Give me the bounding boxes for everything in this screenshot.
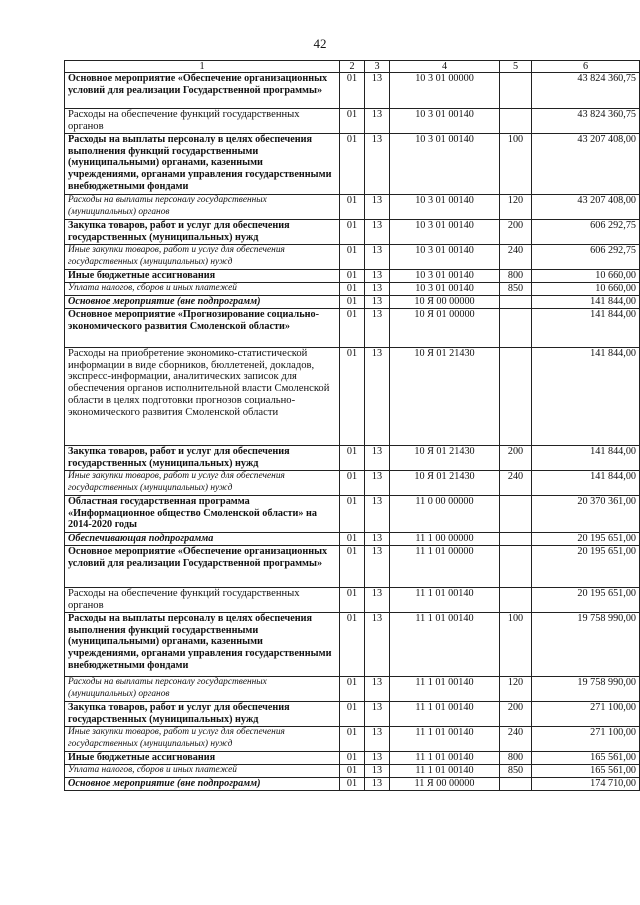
section-code-cell: 01 xyxy=(340,245,365,270)
row-name-cell: Расходы на выплаты персоналу в целях обеспечения выполнения функций государственными (муниципальными) органами, казенными учреждениями, органами управления государственными внебюджетными фондами xyxy=(65,134,340,195)
row-name-cell: Уплата налогов, сборов и иных платежей xyxy=(65,765,340,778)
table-row xyxy=(65,613,640,677)
header-cell: 5 xyxy=(500,61,532,73)
budget-table xyxy=(64,60,640,791)
amount-cell: 10 660,00 xyxy=(532,270,640,283)
section-code-cell: 01 xyxy=(340,588,365,613)
header-cell: 3 xyxy=(365,61,390,73)
target-article-cell: 11 Я 00 00000 xyxy=(390,778,500,791)
subsection-code-cell: 13 xyxy=(365,765,390,778)
table-row xyxy=(65,73,640,109)
section-code-cell: 01 xyxy=(340,283,365,296)
section-code-cell: 01 xyxy=(340,134,365,195)
amount-cell: 141 844,00 xyxy=(532,446,640,471)
expense-type-cell xyxy=(500,533,532,546)
section-code-cell: 01 xyxy=(340,677,365,702)
section-code-cell: 01 xyxy=(340,195,365,220)
amount-cell: 43 824 360,75 xyxy=(532,73,640,109)
subsection-code-cell: 13 xyxy=(365,348,390,446)
amount-cell: 141 844,00 xyxy=(532,296,640,309)
target-article-cell: 10 3 01 00140 xyxy=(390,270,500,283)
amount-cell: 141 844,00 xyxy=(532,348,640,446)
table-row xyxy=(65,533,640,546)
row-name-cell: Закупка товаров, работ и услуг для обеспечения государственных (муниципальных) нужд xyxy=(65,220,340,245)
row-name-cell: Расходы на выплаты персоналу государственных (муниципальных) органов xyxy=(65,677,340,702)
amount-cell: 20 195 651,00 xyxy=(532,546,640,588)
expense-type-cell: 800 xyxy=(500,752,532,765)
amount-cell: 10 660,00 xyxy=(532,283,640,296)
subsection-code-cell: 13 xyxy=(365,613,390,677)
table-row xyxy=(65,195,640,220)
table-row xyxy=(65,348,640,446)
row-name-cell: Расходы на выплаты персоналу государственных (муниципальных) органов xyxy=(65,195,340,220)
amount-cell: 19 758 990,00 xyxy=(532,677,640,702)
section-code-cell: 01 xyxy=(340,702,365,727)
target-article-cell: 11 1 01 00140 xyxy=(390,677,500,702)
section-code-cell: 01 xyxy=(340,270,365,283)
subsection-code-cell: 13 xyxy=(365,533,390,546)
section-code-cell: 01 xyxy=(340,296,365,309)
row-name-cell: Основное мероприятие (вне подпрограмм) xyxy=(65,296,340,309)
expense-type-cell: 240 xyxy=(500,727,532,752)
subsection-code-cell: 13 xyxy=(365,588,390,613)
expense-type-cell: 240 xyxy=(500,245,532,270)
header-cell: 1 xyxy=(65,61,340,73)
table-row xyxy=(65,588,640,613)
section-code-cell: 01 xyxy=(340,496,365,533)
target-article-cell: 11 1 00 00000 xyxy=(390,533,500,546)
expense-type-cell: 120 xyxy=(500,195,532,220)
expense-type-cell: 200 xyxy=(500,702,532,727)
subsection-code-cell: 13 xyxy=(365,496,390,533)
amount-cell: 20 195 651,00 xyxy=(532,533,640,546)
row-name-cell: Основное мероприятие «Прогнозирование социально-экономического развития Смоленской области» xyxy=(65,309,340,348)
target-article-cell: 11 0 00 00000 xyxy=(390,496,500,533)
subsection-code-cell: 13 xyxy=(365,471,390,496)
section-code-cell: 01 xyxy=(340,446,365,471)
target-article-cell: 10 Я 00 00000 xyxy=(390,296,500,309)
row-name-cell: Обеспечивающая подпрограмма xyxy=(65,533,340,546)
target-article-cell: 10 3 01 00140 xyxy=(390,245,500,270)
page-number: 42 xyxy=(313,36,327,51)
subsection-code-cell: 13 xyxy=(365,245,390,270)
amount-cell: 43 207 408,00 xyxy=(532,134,640,195)
table-row xyxy=(65,765,640,778)
row-name-cell: Расходы на обеспечение функций государственных органов xyxy=(65,109,340,134)
table-row xyxy=(65,446,640,471)
target-article-cell: 11 1 01 00140 xyxy=(390,588,500,613)
row-name-cell: Основное мероприятие «Обеспечение организационных условий для реализации Государственной программы» xyxy=(65,73,340,109)
subsection-code-cell: 13 xyxy=(365,446,390,471)
amount-cell: 141 844,00 xyxy=(532,471,640,496)
section-code-cell: 01 xyxy=(340,309,365,348)
target-article-cell: 10 Я 01 21430 xyxy=(390,471,500,496)
expense-type-cell xyxy=(500,778,532,791)
table-row xyxy=(65,309,640,348)
subsection-code-cell: 13 xyxy=(365,309,390,348)
expense-type-cell: 850 xyxy=(500,283,532,296)
table-row xyxy=(65,778,640,791)
amount-cell: 20 195 651,00 xyxy=(532,588,640,613)
subsection-code-cell: 13 xyxy=(365,270,390,283)
target-article-cell: 10 3 01 00000 xyxy=(390,73,500,109)
expense-type-cell xyxy=(500,546,532,588)
expense-type-cell xyxy=(500,309,532,348)
row-name-cell: Уплата налогов, сборов и иных платежей xyxy=(65,283,340,296)
table-row xyxy=(65,496,640,533)
row-name-cell: Основное мероприятие (вне подпрограмм) xyxy=(65,778,340,791)
table-row xyxy=(65,727,640,752)
subsection-code-cell: 13 xyxy=(365,296,390,309)
section-code-cell: 01 xyxy=(340,348,365,446)
section-code-cell: 01 xyxy=(340,220,365,245)
row-name-cell: Областная государственная программа «Информационное общество Смоленской области» на 2014-2020 годы xyxy=(65,496,340,533)
row-name-cell: Закупка товаров, работ и услуг для обеспечения государственных (муниципальных) нужд xyxy=(65,446,340,471)
expense-type-cell: 100 xyxy=(500,613,532,677)
amount-cell: 271 100,00 xyxy=(532,702,640,727)
table-row xyxy=(65,471,640,496)
expense-type-cell: 120 xyxy=(500,677,532,702)
section-code-cell: 01 xyxy=(340,752,365,765)
column-number-header xyxy=(65,61,640,73)
subsection-code-cell: 13 xyxy=(365,778,390,791)
table-row xyxy=(65,702,640,727)
expense-type-cell: 240 xyxy=(500,471,532,496)
row-name-cell: Иные бюджетные ассигнования xyxy=(65,752,340,765)
table-row xyxy=(65,283,640,296)
amount-cell: 20 370 361,00 xyxy=(532,496,640,533)
subsection-code-cell: 13 xyxy=(365,220,390,245)
row-name-cell: Иные закупки товаров, работ и услуг для обеспечения государственных (муниципальных) нужд xyxy=(65,245,340,270)
table-row xyxy=(65,134,640,195)
target-article-cell: 11 1 01 00140 xyxy=(390,752,500,765)
table-row xyxy=(65,220,640,245)
section-code-cell: 01 xyxy=(340,109,365,134)
target-article-cell: 11 1 01 00140 xyxy=(390,727,500,752)
amount-cell: 174 710,00 xyxy=(532,778,640,791)
expense-type-cell: 800 xyxy=(500,270,532,283)
subsection-code-cell: 13 xyxy=(365,134,390,195)
subsection-code-cell: 13 xyxy=(365,73,390,109)
target-article-cell: 10 3 01 00140 xyxy=(390,134,500,195)
target-article-cell: 10 3 01 00140 xyxy=(390,109,500,134)
section-code-cell: 01 xyxy=(340,471,365,496)
table-row xyxy=(65,677,640,702)
amount-cell: 19 758 990,00 xyxy=(532,613,640,677)
section-code-cell: 01 xyxy=(340,727,365,752)
amount-cell: 271 100,00 xyxy=(532,727,640,752)
section-code-cell: 01 xyxy=(340,613,365,677)
row-name-cell: Иные бюджетные ассигнования xyxy=(65,270,340,283)
expense-type-cell: 850 xyxy=(500,765,532,778)
target-article-cell: 10 Я 01 00000 xyxy=(390,309,500,348)
amount-cell: 165 561,00 xyxy=(532,765,640,778)
expense-type-cell xyxy=(500,348,532,446)
section-code-cell: 01 xyxy=(340,533,365,546)
expense-type-cell xyxy=(500,296,532,309)
target-article-cell: 10 3 01 00140 xyxy=(390,195,500,220)
table-row xyxy=(65,270,640,283)
subsection-code-cell: 13 xyxy=(365,195,390,220)
section-code-cell: 01 xyxy=(340,73,365,109)
target-article-cell: 10 3 01 00140 xyxy=(390,220,500,245)
row-name-cell: Закупка товаров, работ и услуг для обеспечения государственных (муниципальных) нужд xyxy=(65,702,340,727)
expense-type-cell: 200 xyxy=(500,446,532,471)
table-row xyxy=(65,752,640,765)
subsection-code-cell: 13 xyxy=(365,677,390,702)
row-name-cell: Расходы на обеспечение функций государственных органов xyxy=(65,588,340,613)
target-article-cell: 11 1 01 00000 xyxy=(390,546,500,588)
amount-cell: 606 292,75 xyxy=(532,220,640,245)
section-code-cell: 01 xyxy=(340,765,365,778)
amount-cell: 43 207 408,00 xyxy=(532,195,640,220)
row-name-cell: Иные закупки товаров, работ и услуг для обеспечения государственных (муниципальных) нужд xyxy=(65,727,340,752)
table-row xyxy=(65,245,640,270)
amount-cell: 165 561,00 xyxy=(532,752,640,765)
row-name-cell: Основное мероприятие «Обеспечение организационных условий для реализации Государственной программы» xyxy=(65,546,340,588)
header-cell: 2 xyxy=(340,61,365,73)
row-name-cell: Расходы на выплаты персоналу в целях обеспечения выполнения функций государственными (муниципальными) органами, казенными учреждениями, органами управления государственными внебюджетными фондами xyxy=(65,613,340,677)
target-article-cell: 10 Я 01 21430 xyxy=(390,348,500,446)
section-code-cell: 01 xyxy=(340,778,365,791)
expense-type-cell xyxy=(500,588,532,613)
target-article-cell: 10 3 01 00140 xyxy=(390,283,500,296)
target-article-cell: 11 1 01 00140 xyxy=(390,765,500,778)
header-cell: 6 xyxy=(532,61,640,73)
subsection-code-cell: 13 xyxy=(365,752,390,765)
amount-cell: 43 824 360,75 xyxy=(532,109,640,134)
subsection-code-cell: 13 xyxy=(365,109,390,134)
subsection-code-cell: 13 xyxy=(365,727,390,752)
subsection-code-cell: 13 xyxy=(365,283,390,296)
row-name-cell: Расходы на приобретение экономико-статистической информации в виде сборников, бюллетеней, докладов, экспресс-информации, аналитических записок для обеспечения органов исполнительной власти Смоленской области в целях подготовки прогнозов социально-экономического развития Смоленской области xyxy=(65,348,340,446)
table-row xyxy=(65,109,640,134)
amount-cell: 141 844,00 xyxy=(532,309,640,348)
table-row xyxy=(65,296,640,309)
subsection-code-cell: 13 xyxy=(365,702,390,727)
table-row xyxy=(65,546,640,588)
section-code-cell: 01 xyxy=(340,546,365,588)
expense-type-cell xyxy=(500,73,532,109)
subsection-code-cell: 13 xyxy=(365,546,390,588)
expense-type-cell xyxy=(500,109,532,134)
expense-type-cell: 200 xyxy=(500,220,532,245)
header-cell: 4 xyxy=(390,61,500,73)
row-name-cell: Иные закупки товаров, работ и услуг для обеспечения государственных (муниципальных) нужд xyxy=(65,471,340,496)
amount-cell: 606 292,75 xyxy=(532,245,640,270)
expense-type-cell xyxy=(500,496,532,533)
target-article-cell: 10 Я 01 21430 xyxy=(390,446,500,471)
target-article-cell: 11 1 01 00140 xyxy=(390,613,500,677)
expense-type-cell: 100 xyxy=(500,134,532,195)
target-article-cell: 11 1 01 00140 xyxy=(390,702,500,727)
